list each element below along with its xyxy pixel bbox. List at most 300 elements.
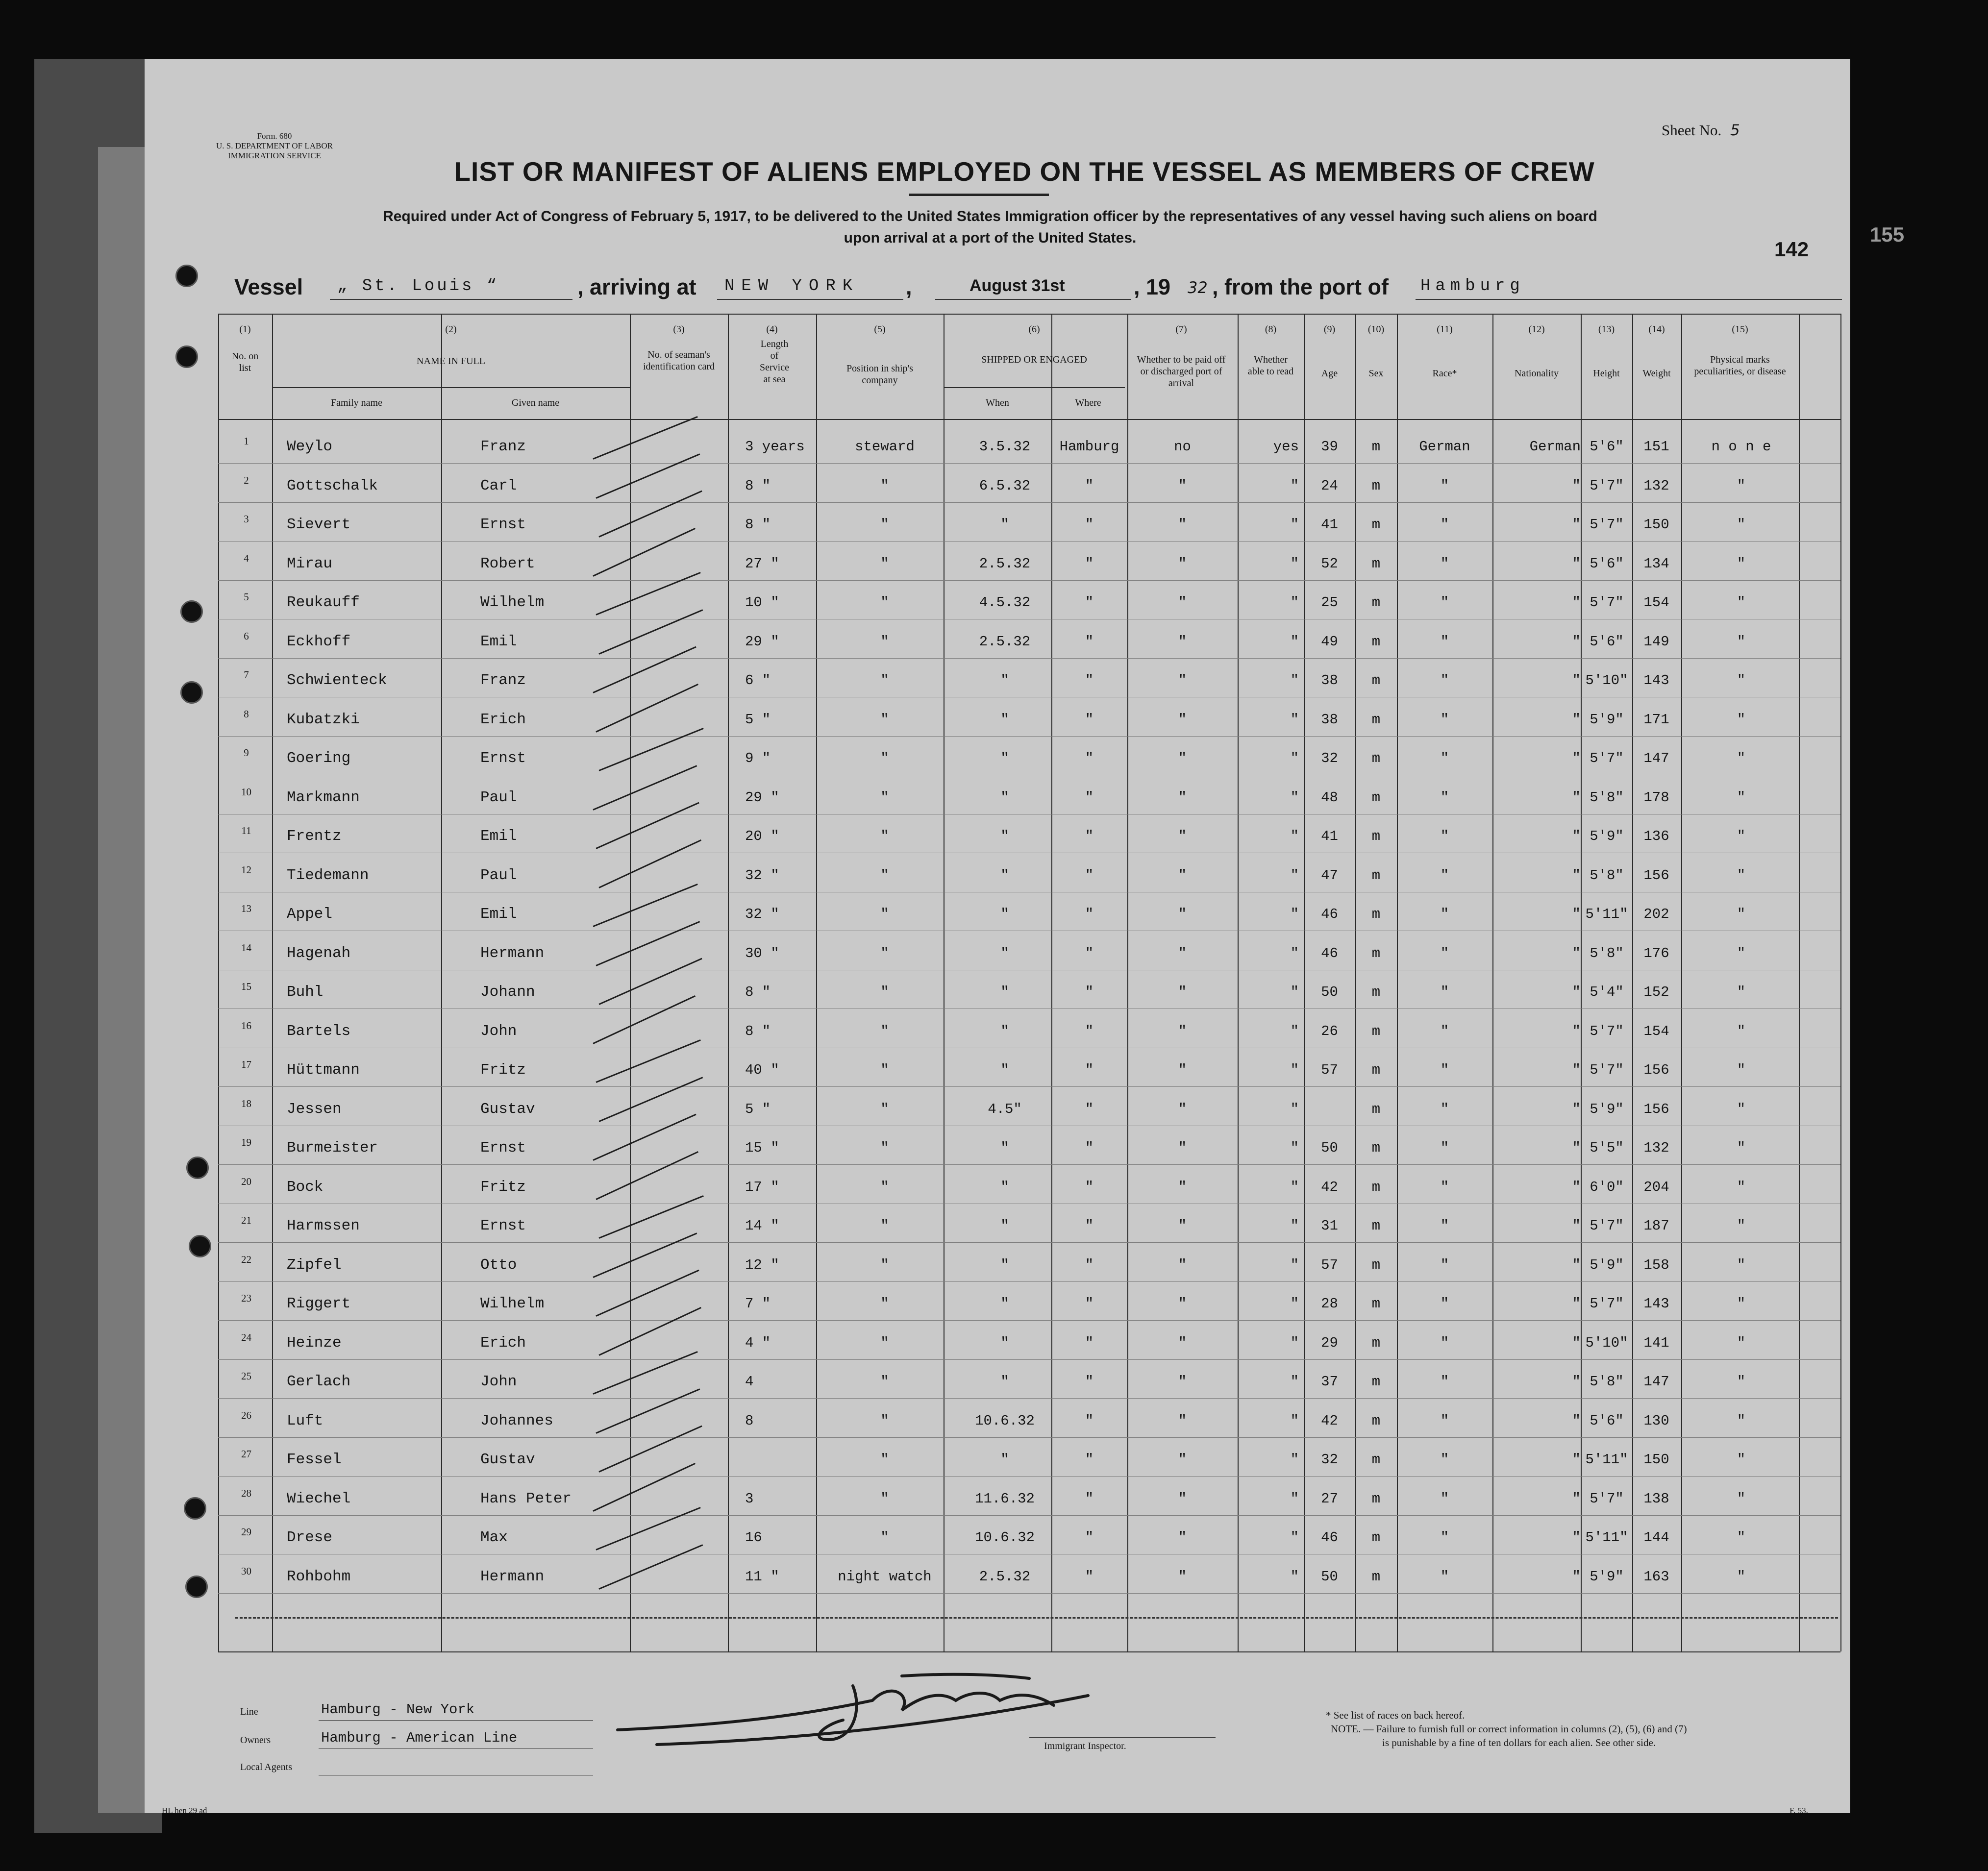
cell-read: "	[1290, 672, 1299, 689]
cell-family: Tiedemann	[287, 866, 369, 884]
cell-age: 48	[1321, 789, 1338, 806]
cell-race: "	[1440, 984, 1449, 1000]
cell-paid: "	[1178, 1490, 1187, 1507]
cell-sex: m	[1371, 828, 1381, 844]
cell-height: 5'8"	[1590, 1374, 1624, 1390]
inspector-label: Immigrant Inspector.	[1044, 1741, 1126, 1751]
cell-sex: m	[1371, 1412, 1381, 1429]
cell-age: 50	[1321, 1140, 1338, 1156]
cell-marks: "	[1737, 1452, 1746, 1468]
cell-where: "	[1085, 1452, 1094, 1468]
cell-height: 5'9"	[1590, 1568, 1624, 1585]
cell-when: "	[1000, 1218, 1009, 1234]
cell-read: "	[1290, 1218, 1299, 1234]
cell-weight: 176	[1643, 945, 1669, 961]
cell-given: Gustav	[480, 1451, 535, 1468]
row-rule	[218, 658, 1840, 659]
cell-race: "	[1440, 1374, 1449, 1390]
cell-position: "	[880, 750, 889, 766]
cell-service: 8	[745, 1412, 754, 1429]
cell-height: 5'7"	[1590, 594, 1624, 611]
cell-race: "	[1440, 1218, 1449, 1234]
cell-weight: 134	[1643, 555, 1669, 572]
col14-header: Weight	[1642, 368, 1671, 379]
cell-weight: 152	[1643, 984, 1669, 1000]
cell-position: "	[880, 672, 889, 689]
cell-service: 8 "	[745, 477, 771, 494]
row-rule	[218, 1359, 1840, 1360]
cell-paid: "	[1178, 517, 1187, 533]
cell-when: 10.6.32	[975, 1412, 1035, 1429]
cell-nat: "	[1572, 1256, 1581, 1273]
cell-age: 27	[1321, 1490, 1338, 1507]
cell-marks: "	[1737, 594, 1746, 611]
cell-read: yes	[1273, 439, 1299, 455]
cell-where: "	[1085, 906, 1094, 922]
binder-hole	[175, 345, 198, 368]
cell-sex: m	[1371, 1334, 1381, 1351]
cell-sex: m	[1371, 1529, 1381, 1546]
cell-where: "	[1085, 1490, 1094, 1507]
cell-race: "	[1440, 1140, 1449, 1156]
cell-family: Gottschalk	[287, 477, 378, 494]
subtitle-line-2: upon arrival at a port of the United States.	[844, 230, 1137, 246]
col3-number: (3)	[673, 324, 685, 335]
cell-weight: 141	[1643, 1334, 1669, 1351]
cell-read: "	[1290, 1334, 1299, 1351]
cell-position: "	[880, 984, 889, 1000]
cell-family: Reukauff	[287, 594, 360, 611]
cell-given: Emil	[480, 828, 517, 845]
cell-service: 5 "	[745, 1101, 771, 1117]
row-rule	[218, 1437, 1840, 1438]
page-title: LIST OR MANIFEST OF ALIENS EMPLOYED ON THE VESSEL AS MEMBERS OF CREW	[454, 156, 1595, 187]
cell-where: "	[1085, 517, 1094, 533]
cell-weight: 138	[1643, 1490, 1669, 1507]
cell-read: "	[1290, 477, 1299, 494]
cell-race: "	[1440, 477, 1449, 494]
cell-height: 5'6"	[1590, 1412, 1624, 1429]
cell-read: "	[1290, 594, 1299, 611]
cell-read: "	[1290, 1374, 1299, 1390]
arrival-port: NEW YORK	[724, 277, 860, 295]
cell-paid: "	[1178, 1412, 1187, 1429]
cell-family: Burmeister	[287, 1139, 378, 1157]
col6-header: SHIPPED OR ENGAGED	[981, 354, 1087, 365]
cell-when: "	[1000, 1374, 1009, 1390]
cell-nat: "	[1572, 1412, 1581, 1429]
penalty-note-2: is punishable by a fine of ten dollars for each alien. See other side.	[1382, 1737, 1656, 1748]
cell-age: 32	[1321, 750, 1338, 766]
cell-no: 17	[241, 1059, 251, 1070]
cell-when: 4.5"	[988, 1101, 1022, 1117]
binder-hole	[185, 1576, 208, 1598]
cell-paid: "	[1178, 906, 1187, 922]
cell-age: 24	[1321, 477, 1338, 494]
subtitle-line-1: Required under Act of Congress of February 5, 1917, to be delivered to the United States Immigration officer by the representatives of any vessel having such aliens on board	[383, 208, 1597, 224]
cell-when: "	[1000, 1452, 1009, 1468]
table-column-rule	[1127, 314, 1128, 1651]
cell-age: 50	[1321, 984, 1338, 1000]
cell-race: "	[1440, 945, 1449, 961]
form-code: F. 53.	[1789, 1806, 1808, 1815]
cell-marks: "	[1737, 789, 1746, 806]
cell-position: "	[880, 1529, 889, 1546]
col7-number: (7)	[1175, 324, 1187, 335]
cell-service: 6 "	[745, 672, 771, 689]
cell-read: "	[1290, 1490, 1299, 1507]
cell-marks: "	[1737, 1296, 1746, 1312]
cell-height: 5'5"	[1590, 1140, 1624, 1156]
manifest-sheet	[145, 59, 1850, 1813]
cell-weight: 132	[1643, 1140, 1669, 1156]
cell-height: 5'4"	[1590, 984, 1624, 1000]
col10-header: Sex	[1368, 368, 1384, 379]
cell-race: "	[1440, 1412, 1449, 1429]
cell-no: 8	[244, 708, 249, 720]
cell-family: Heinze	[287, 1334, 342, 1352]
col2a-header: Family name	[331, 397, 382, 408]
cell-where: "	[1085, 672, 1094, 689]
cell-position: "	[880, 1374, 889, 1390]
cell-no: 15	[241, 981, 251, 992]
cell-weight: 136	[1643, 828, 1669, 844]
cell-given: Johannes	[480, 1412, 553, 1429]
cell-service: 40 "	[745, 1062, 779, 1078]
cell-position: "	[880, 1490, 889, 1507]
cell-age: 46	[1321, 906, 1338, 922]
cell-weight: 156	[1643, 1062, 1669, 1078]
cell-when: "	[1000, 1296, 1009, 1312]
cell-sex: m	[1371, 1062, 1381, 1078]
cell-where: "	[1085, 1023, 1094, 1039]
cell-marks: "	[1737, 1256, 1746, 1273]
sheet-number: 5	[1730, 122, 1740, 139]
cell-age: 31	[1321, 1218, 1338, 1234]
cell-marks: "	[1737, 1374, 1746, 1390]
cell-when: 2.5.32	[979, 555, 1031, 572]
table-column-rule	[272, 314, 273, 1651]
cell-age: 28	[1321, 1296, 1338, 1312]
row-rule	[218, 541, 1840, 542]
cell-given: Carl	[480, 477, 517, 494]
cell-nat: "	[1572, 1374, 1581, 1390]
cell-race: "	[1440, 828, 1449, 844]
cell-height: 6'0"	[1590, 1179, 1624, 1195]
col2-number: (2)	[445, 324, 457, 335]
cell-where: "	[1085, 1529, 1094, 1546]
cell-paid: "	[1178, 1218, 1187, 1234]
row-rule	[218, 1398, 1840, 1399]
cell-read: "	[1290, 1140, 1299, 1156]
cell-family: Zipfel	[287, 1256, 342, 1274]
cell-no: 7	[244, 669, 249, 681]
cell-height: 5'9"	[1590, 711, 1624, 728]
cell-family: Gerlach	[287, 1373, 351, 1390]
cell-height: 5'8"	[1590, 945, 1624, 961]
cell-height: 5'11"	[1585, 906, 1628, 922]
cell-sex: m	[1371, 594, 1381, 611]
cell-when: 4.5.32	[979, 594, 1031, 611]
cell-weight: 202	[1643, 906, 1669, 922]
cell-paid: "	[1178, 1296, 1187, 1312]
cell-no: 25	[241, 1370, 251, 1382]
vessel-name: „ St. Louis “	[337, 277, 499, 295]
table-column-rule	[1304, 314, 1305, 1651]
cell-service: 4 "	[745, 1334, 771, 1351]
cell-position: "	[880, 1334, 889, 1351]
cell-age: 52	[1321, 555, 1338, 572]
table-column-rule	[1492, 314, 1493, 1651]
cell-height: 5'9"	[1590, 1256, 1624, 1273]
cell-weight: 178	[1643, 789, 1669, 806]
table-column-rule	[218, 314, 219, 1651]
cell-race: "	[1440, 517, 1449, 533]
cell-weight: 149	[1643, 633, 1669, 650]
cell-sex: m	[1371, 477, 1381, 494]
cell-marks: "	[1737, 477, 1746, 494]
binder-hole	[180, 600, 203, 623]
table-column-rule	[1051, 314, 1052, 1651]
cell-no: 26	[241, 1409, 251, 1421]
cell-read: "	[1290, 1568, 1299, 1585]
table-header-rule	[272, 387, 630, 388]
cell-nat: "	[1572, 789, 1581, 806]
cell-weight: 204	[1643, 1179, 1669, 1195]
cell-race: "	[1440, 1296, 1449, 1312]
cell-no: 3	[244, 513, 249, 525]
line-label: Line	[240, 1706, 258, 1717]
cell-paid: "	[1178, 1529, 1187, 1546]
cell-paid: "	[1178, 477, 1187, 494]
cell-where: "	[1085, 477, 1094, 494]
cell-service: 7 "	[745, 1296, 771, 1312]
cell-weight: 132	[1643, 477, 1669, 494]
cell-weight: 156	[1643, 867, 1669, 884]
cell-weight: 150	[1643, 1452, 1669, 1468]
cell-given: Paul	[480, 788, 517, 806]
departure-port: Hamburg	[1420, 277, 1525, 295]
cell-weight: 151	[1643, 439, 1669, 455]
row-rule	[218, 502, 1840, 503]
cell-sex: m	[1371, 439, 1381, 455]
cell-when: "	[1000, 1256, 1009, 1273]
service-name: IMMIGRATION SERVICE	[228, 151, 321, 160]
cell-where: "	[1085, 867, 1094, 884]
cell-given: Johann	[480, 984, 535, 1001]
cell-height: 5'7"	[1590, 1062, 1624, 1078]
cell-service: 3	[745, 1490, 754, 1507]
cell-service: 12 "	[745, 1256, 779, 1273]
cell-nat: "	[1572, 945, 1581, 961]
cell-marks: "	[1737, 1529, 1746, 1546]
row-rule	[218, 1320, 1840, 1321]
cell-nat: "	[1572, 1179, 1581, 1195]
cell-family: Frentz	[287, 828, 342, 845]
arriving-label: , arriving at	[577, 274, 696, 299]
cell-position: "	[880, 789, 889, 806]
cell-race: "	[1440, 633, 1449, 650]
cell-sex: m	[1371, 1023, 1381, 1039]
cell-race: "	[1440, 1179, 1449, 1195]
cell-given: John	[480, 1022, 517, 1040]
cell-sex: m	[1371, 672, 1381, 689]
cell-read: "	[1290, 1062, 1299, 1078]
col8-header: Whether able to read	[1247, 354, 1294, 377]
cell-position: "	[880, 906, 889, 922]
col12-header: Nationality	[1515, 368, 1559, 379]
cell-race: "	[1440, 1256, 1449, 1273]
table-column-rule	[1238, 314, 1239, 1651]
cell-read: "	[1290, 517, 1299, 533]
table-column-rule	[441, 314, 442, 1651]
binder-hole	[189, 1235, 211, 1257]
cell-family: Schwienteck	[287, 672, 387, 689]
cell-nat: "	[1572, 555, 1581, 572]
cell-position: night watch	[838, 1568, 932, 1585]
table-column-rule	[630, 314, 631, 1651]
cell-marks: "	[1737, 906, 1746, 922]
cell-when: 10.6.32	[975, 1529, 1035, 1546]
cell-where: "	[1085, 789, 1094, 806]
cell-no: 22	[241, 1253, 251, 1265]
cell-service: 8 "	[745, 984, 771, 1000]
cell-position: "	[880, 633, 889, 650]
cell-nat: "	[1572, 1452, 1581, 1468]
col1-header: No. on list	[231, 351, 259, 373]
cell-weight: 147	[1643, 1374, 1669, 1390]
cell-no: 1	[244, 435, 249, 447]
cell-race: "	[1440, 1529, 1449, 1546]
cell-marks: "	[1737, 633, 1746, 650]
cell-where: "	[1085, 828, 1094, 844]
cell-when: 3.5.32	[979, 439, 1031, 455]
form-number: Form. 680	[257, 131, 292, 141]
cell-age: 49	[1321, 633, 1338, 650]
table-column-rule	[1799, 314, 1800, 1651]
row-rule	[218, 580, 1840, 581]
cell-sex: m	[1371, 711, 1381, 728]
cell-given: Wilhelm	[480, 1295, 545, 1312]
cell-height: 5'7"	[1590, 1218, 1624, 1234]
cell-where: "	[1085, 555, 1094, 572]
cell-marks: "	[1737, 828, 1746, 844]
cell-when: 2.5.32	[979, 633, 1031, 650]
cell-read: "	[1290, 1256, 1299, 1273]
cell-marks: "	[1737, 555, 1746, 572]
cell-position: "	[880, 1296, 889, 1312]
cell-where: "	[1085, 633, 1094, 650]
cell-age: 42	[1321, 1179, 1338, 1195]
cell-paid: "	[1178, 1062, 1187, 1078]
cell-position: "	[880, 1412, 889, 1429]
cell-family: Hagenah	[287, 944, 351, 962]
cell-position: "	[880, 477, 889, 494]
cell-where: "	[1085, 750, 1094, 766]
cell-given: Hans Peter	[480, 1490, 572, 1507]
binder-hole	[186, 1157, 209, 1179]
cell-age: 42	[1321, 1412, 1338, 1429]
cell-height: 5'11"	[1585, 1529, 1628, 1546]
cell-sex: m	[1371, 1296, 1381, 1312]
col13-header: Height	[1593, 368, 1620, 379]
cell-age: 29	[1321, 1334, 1338, 1351]
cell-nat: "	[1572, 633, 1581, 650]
table-column-rule	[1397, 314, 1398, 1651]
cell-marks: "	[1737, 672, 1746, 689]
cell-nat: "	[1572, 984, 1581, 1000]
cell-where: "	[1085, 1296, 1094, 1312]
cell-given: Franz	[480, 672, 526, 689]
cell-position: "	[880, 1062, 889, 1078]
cell-marks: "	[1737, 1140, 1746, 1156]
cell-no: 5	[244, 591, 249, 603]
cell-height: 5'6"	[1590, 555, 1624, 572]
cell-service: 4	[745, 1374, 754, 1390]
cell-service: 30 "	[745, 945, 779, 961]
cell-no: 29	[241, 1526, 251, 1538]
col5-number: (5)	[874, 324, 886, 335]
cell-race: "	[1440, 711, 1449, 728]
cell-nat: "	[1572, 1062, 1581, 1078]
cell-age: 57	[1321, 1062, 1338, 1078]
cell-given: Erich	[480, 1334, 526, 1352]
cell-when: "	[1000, 906, 1009, 922]
cell-read: "	[1290, 1179, 1299, 1195]
local-agents-label: Local Agents	[240, 1762, 293, 1773]
cell-read: "	[1290, 750, 1299, 766]
cell-given: Ernst	[480, 1139, 526, 1157]
from-port-label: , from the port of	[1212, 274, 1389, 299]
table-column-rule	[1581, 314, 1582, 1651]
cell-marks: n o n e	[1711, 439, 1771, 455]
cell-age: 39	[1321, 439, 1338, 455]
cell-read: "	[1290, 1296, 1299, 1312]
cell-weight: 130	[1643, 1412, 1669, 1429]
cell-sex: m	[1371, 1490, 1381, 1507]
cell-nat: "	[1572, 1101, 1581, 1117]
cell-weight: 143	[1643, 672, 1669, 689]
cell-given: John	[480, 1373, 517, 1390]
cell-sex: m	[1371, 1140, 1381, 1156]
cell-paid: "	[1178, 789, 1187, 806]
cell-height: 5'7"	[1590, 1490, 1624, 1507]
cell-where: "	[1085, 711, 1094, 728]
cell-when: "	[1000, 672, 1009, 689]
cell-position: "	[880, 828, 889, 844]
cell-weight: 150	[1643, 517, 1669, 533]
cell-family: Eckhoff	[287, 633, 351, 650]
year-label: , 19	[1134, 274, 1171, 299]
cell-weight: 171	[1643, 711, 1669, 728]
cell-family: Jessen	[287, 1100, 342, 1118]
cell-where: "	[1085, 1334, 1094, 1351]
cell-marks: "	[1737, 1218, 1746, 1234]
cell-read: "	[1290, 867, 1299, 884]
cell-sex: m	[1371, 750, 1381, 766]
cell-service: 11 "	[745, 1568, 779, 1585]
cell-nat: "	[1572, 828, 1581, 844]
cell-nat: "	[1572, 906, 1581, 922]
cell-given: Max	[480, 1529, 508, 1546]
owners-label: Owners	[240, 1735, 271, 1746]
cell-service: 29 "	[745, 789, 779, 806]
cell-height: 5'6"	[1590, 439, 1624, 455]
cell-height: 5'8"	[1590, 867, 1624, 884]
cell-height: 5'7"	[1590, 750, 1624, 766]
cell-family: Bock	[287, 1178, 323, 1196]
cell-no: 2	[244, 474, 249, 486]
